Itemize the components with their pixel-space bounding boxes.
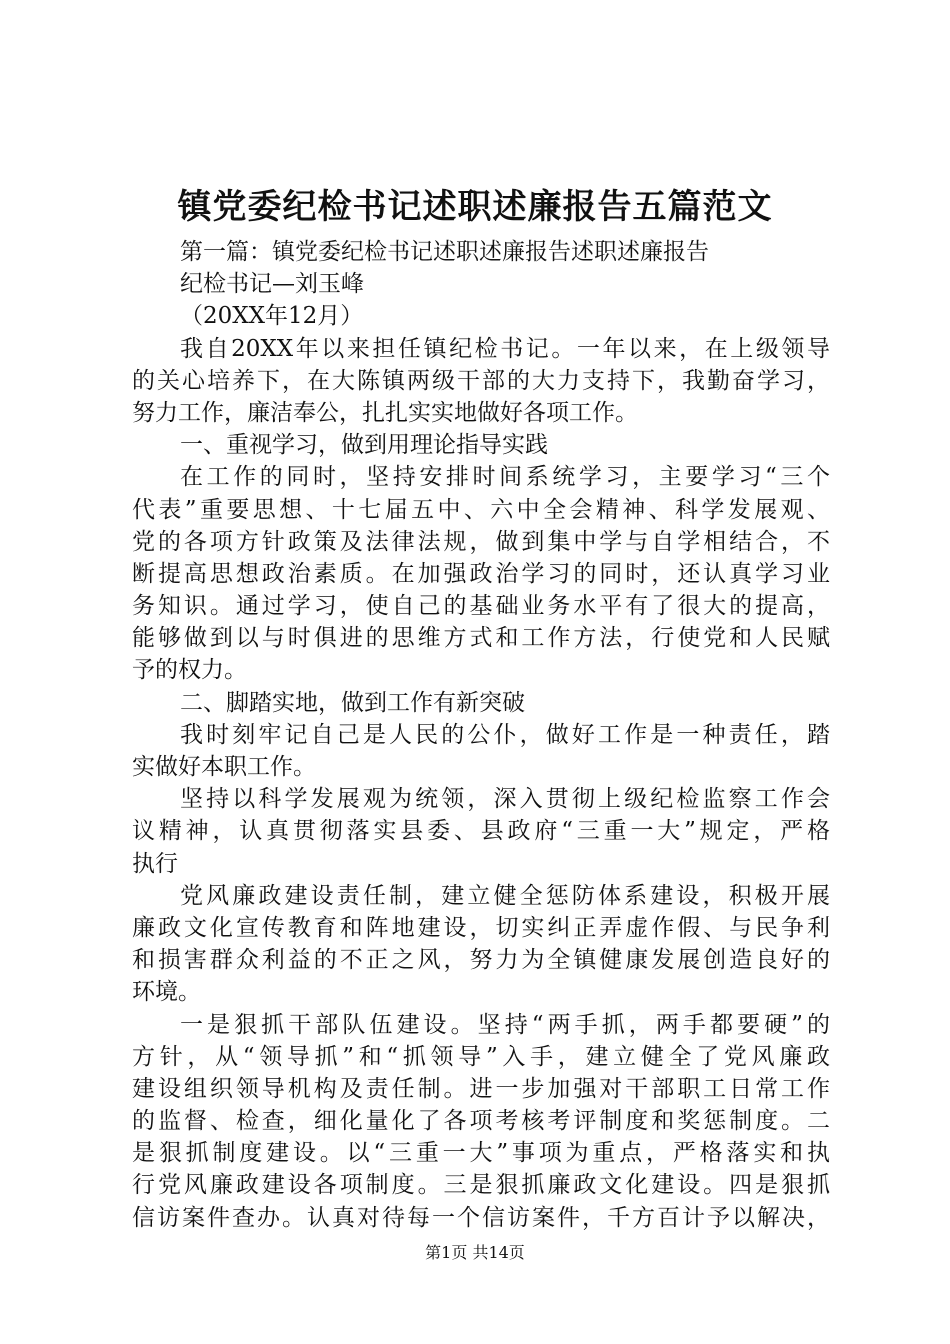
paragraph-line: 的监督、检查，细化量化了各项考核考评制度和奖惩制度。二 — [132, 1108, 830, 1135]
paragraph-line: 建设组织领导机构及责任制。进一步加强对干部职工日常工作 — [132, 1075, 830, 1102]
paragraph-line: 在工作的同时，坚持安排时间系统学习，主要学习“三个 — [180, 464, 830, 491]
paragraph-line: 坚持以科学发展观为统领，深入贯彻上级纪检监察工作会 — [180, 786, 830, 813]
paragraph-line: 努力工作，廉洁奉公，扎扎实实地做好各项工作。 — [132, 399, 638, 426]
paragraph-line: 信访案件查办。认真对待每一个信访案件，千方百计予以解决， — [132, 1204, 830, 1231]
paragraph-line: 执行 — [132, 850, 178, 877]
paragraph-line: 我自20XX年以来担任镇纪检书记。一年以来，在上级领导 — [180, 335, 830, 362]
paragraph-line: 是狠抓制度建设。以“三重一大”事项为重点，严格落实和执 — [132, 1140, 830, 1167]
paragraph-line: 予的权力。 — [132, 657, 247, 684]
paragraph-line: 议精神，认真贯彻落实县委、县政府“三重一大”规定，严格 — [132, 818, 830, 845]
paragraph-line: 实做好本职工作。 — [132, 754, 316, 780]
subtitle-line: 第一篇：镇党委纪检书记述职述廉报告述职述廉报告 — [180, 239, 709, 265]
paragraph-line: 能够做到以与时俱进的思维方式和工作方法，行使党和人民赋 — [132, 625, 830, 652]
author-line: 纪检书记—刘玉峰 — [180, 271, 364, 298]
section-heading: 二、脚踏实地，做到工作有新突破 — [180, 689, 525, 716]
document-title: 镇党委纪检书记述职述廉报告五篇范文 — [177, 187, 773, 227]
paragraph-line: 我时刻牢记自己是人民的公仆，做好工作是一种责任，踏 — [180, 721, 830, 748]
paragraph-line: 环境。 — [132, 979, 201, 1006]
paragraph-line: 一是狠抓干部队伍建设。坚持“两手抓，两手都要硬”的 — [180, 1011, 830, 1038]
document-body — [132, 236, 830, 1234]
date-line: （20XX年12月） — [180, 303, 364, 330]
page-number: 第1页 共14页 — [425, 1243, 525, 1262]
paragraph-line: 代表”重要思想、十七届五中、六中全会精神、科学发展观、 — [132, 496, 830, 523]
paragraph-line: 断提高思想政治素质。在加强政治学习的同时，还认真学习业 — [132, 560, 830, 587]
paragraph-line: 方针，从“领导抓”和“抓领导”入手，建立健全了党风廉政 — [132, 1043, 830, 1070]
paragraph-line: 党风廉政建设责任制，建立健全惩防体系建设，积极开展 — [180, 882, 830, 909]
paragraph-line: 廉政文化宣传教育和阵地建设，切实纠正弄虚作假、与民争利 — [132, 914, 830, 941]
paragraph-line: 的关心培养下，在大陈镇两级干部的大力支持下，我勤奋学习， — [132, 367, 830, 394]
paragraph-line: 务知识。通过学习，使自己的基础业务水平有了很大的提高， — [132, 593, 830, 620]
section-heading: 一、重视学习，做到用理论指导实践 — [180, 432, 548, 459]
paragraph-line: 和损害群众利益的不正之风，努力为全镇健康发展创造良好的 — [132, 947, 830, 974]
paragraph-line: 行党风廉政建设各项制度。三是狠抓廉政文化建设。四是狠抓 — [132, 1172, 830, 1199]
paragraph-line: 党的各项方针政策及法律法规，做到集中学与自学相结合，不 — [132, 528, 830, 555]
